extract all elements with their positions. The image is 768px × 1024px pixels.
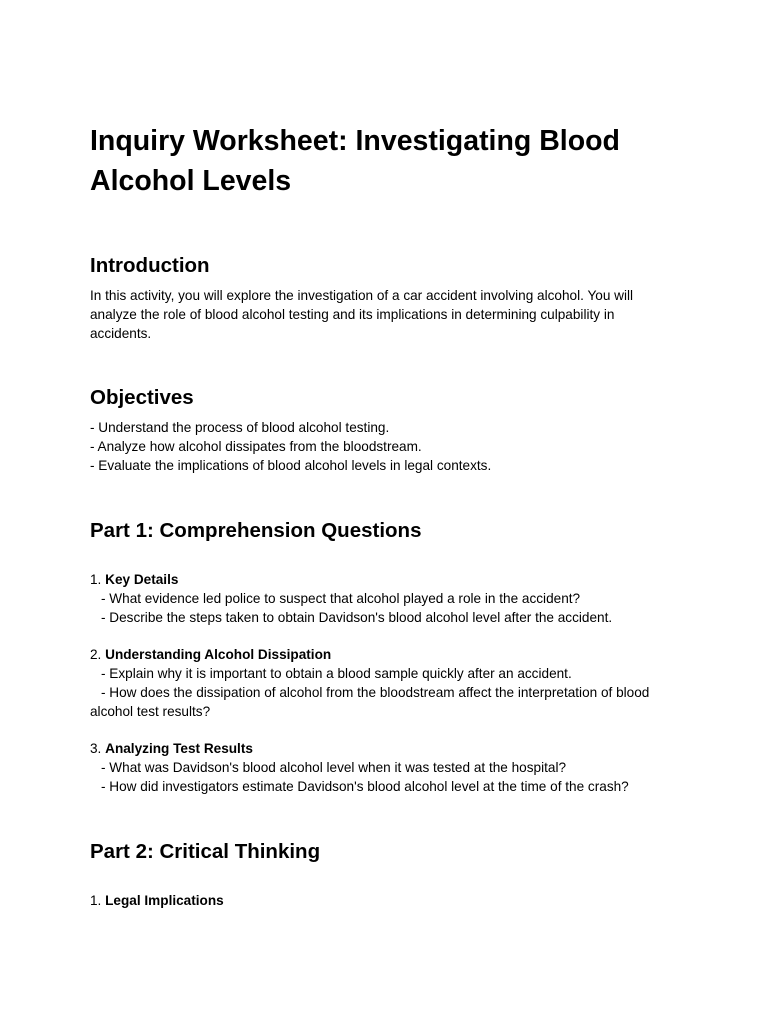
question-number: 1.: [90, 572, 102, 587]
part2-heading: Part 2: Critical Thinking: [90, 840, 321, 863]
part2-question-1-header: [90, 891, 224, 910]
question-label: Understanding Alcohol Dissipation: [105, 647, 332, 662]
introduction-heading: Introduction: [90, 254, 210, 277]
question-number: 2.: [90, 647, 102, 662]
question-3-header: [90, 739, 253, 758]
question-item: - How did investigators estimate Davidson's blood alcohol level at the time of the crash?: [101, 779, 629, 794]
question-label: Legal Implications: [105, 893, 224, 908]
objective-item: - Understand the process of blood alcohol testing.: [90, 420, 390, 435]
question-1-header: [90, 570, 178, 589]
question-label: Key Details: [105, 572, 179, 587]
question-number: 1.: [90, 893, 102, 908]
introduction-text: In this activity, you will explore the investigation of a car accident involving alcohol. You will analyze the role of blood alcohol testing and its implications in determining culpability in accidents.: [90, 288, 634, 341]
question-item: - Describe the steps taken to obtain Davidson's blood alcohol level after the accident.: [101, 610, 613, 625]
question-item: - How does the dissipation of alcohol from the bloodstream affect the interpretation of blood alcohol test results?: [90, 685, 650, 719]
part1-heading: Part 1: Comprehension Questions: [90, 519, 422, 542]
question-item: - What evidence led police to suspect that alcohol played a role in the accident?: [101, 591, 581, 606]
question-item: - What was Davidson's blood alcohol level when it was tested at the hospital?: [101, 760, 567, 775]
objective-item: - Evaluate the implications of blood alcohol levels in legal contexts.: [90, 458, 492, 473]
objectives-heading: Objectives: [90, 386, 194, 409]
question-number: 3.: [90, 741, 102, 756]
question-2-header: [90, 645, 331, 664]
page-title: Inquiry Worksheet: Investigating Blood Alcohol Levels: [90, 125, 620, 197]
objective-item: - Analyze how alcohol dissipates from the bloodstream.: [90, 439, 422, 454]
question-item: - Explain why it is important to obtain a blood sample quickly after an accident.: [101, 666, 572, 681]
question-label: Analyzing Test Results: [105, 741, 253, 756]
